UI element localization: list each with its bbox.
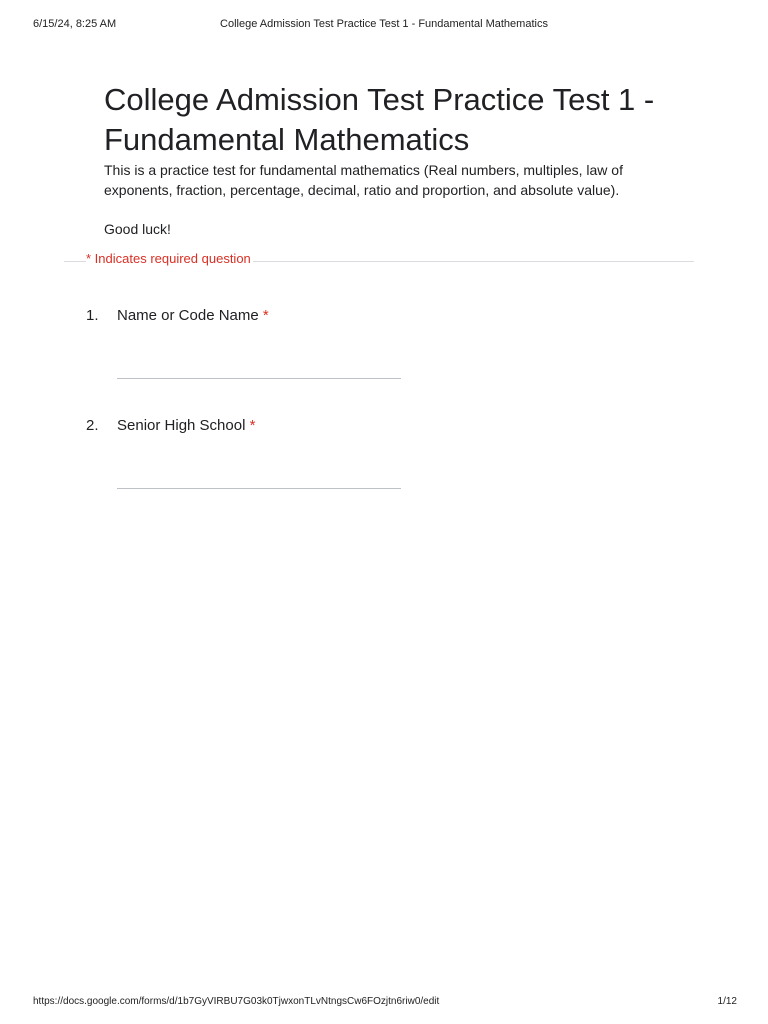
question-label [117, 416, 255, 436]
senior-high-school-input[interactable] [117, 466, 401, 489]
question-label-text: Name or Code Name [117, 307, 259, 324]
required-question-note: * Indicates required question [86, 251, 251, 266]
required-asterisk: * [249, 417, 256, 434]
form-description: This is a practice test for fundamental mathematics (Real numbers, multiples, law of exponents, fraction, percentage, decimal, ratio and proportion, and absolute value). [104, 162, 623, 198]
form-title: College Admission Test Practice Test 1 - Fundamental Mathematics [104, 82, 655, 157]
question-label [117, 306, 269, 326]
question-label-text: Senior High School [117, 417, 246, 434]
required-asterisk: * [262, 307, 269, 324]
question-number: 1. [86, 307, 99, 324]
print-url: https://docs.google.com/forms/d/1b7GyVIRBU7G03k0TjwxonTLvNtngsCw6FOzjtn6riw0/edit [33, 996, 440, 1007]
print-doc-title: College Admission Test Practice Test 1 - Fundamental Mathematics [220, 18, 548, 30]
form-closing-text: Good luck! [104, 221, 171, 237]
page-number: 1/12 [717, 996, 737, 1007]
name-input[interactable] [117, 356, 401, 379]
print-date: 6/15/24, 8:25 AM [33, 18, 117, 30]
question-number: 2. [86, 417, 99, 434]
